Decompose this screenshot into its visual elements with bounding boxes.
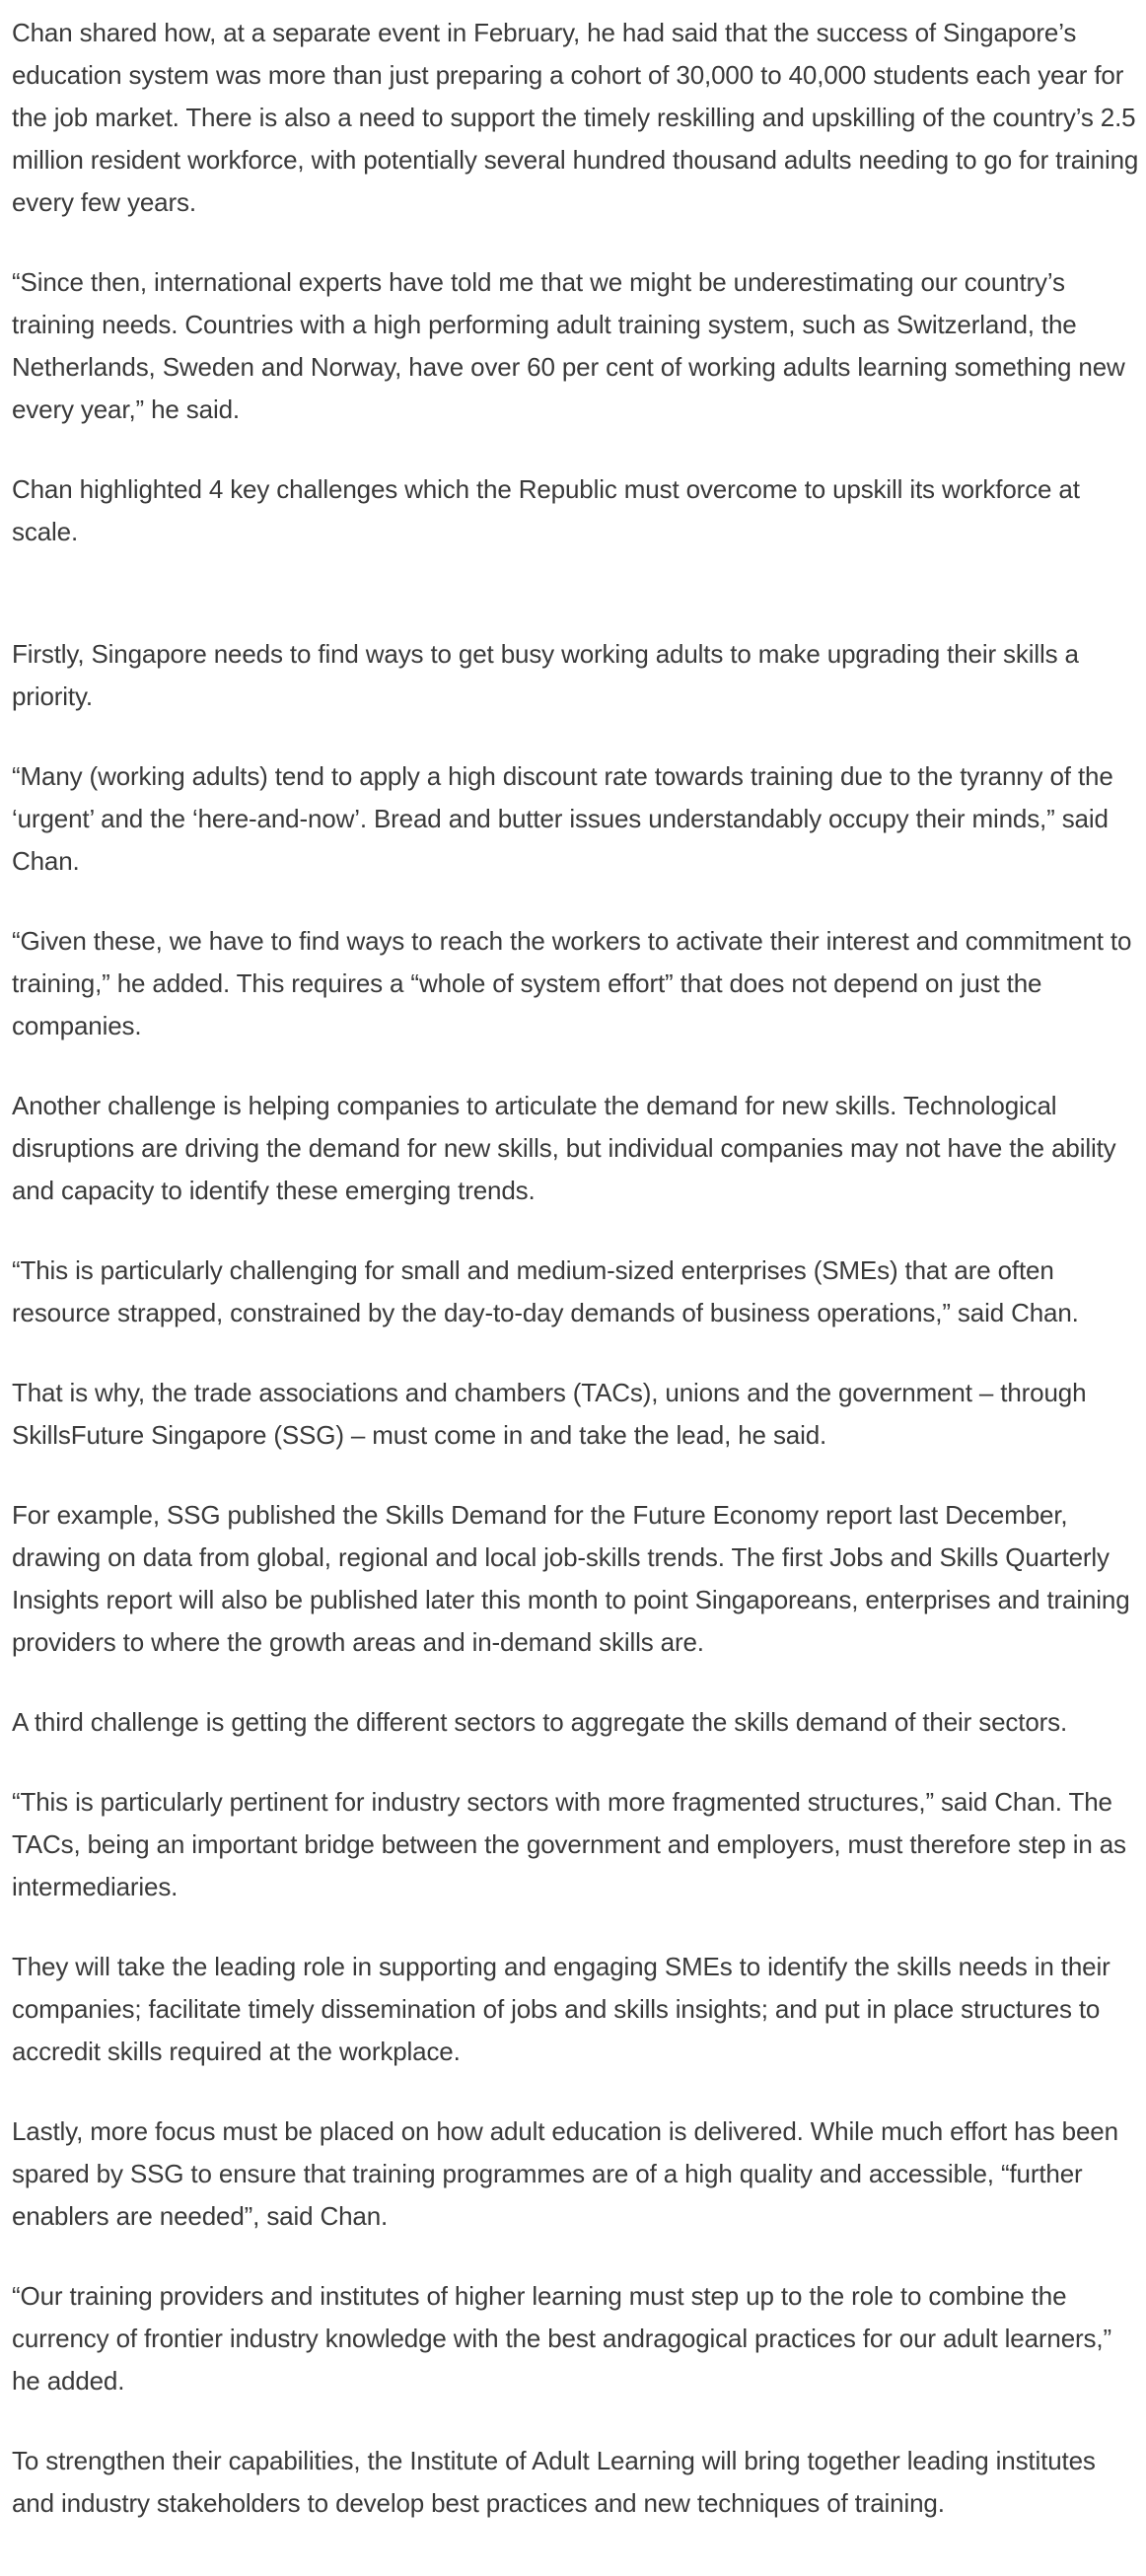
paragraph: Lastly, more focus must be placed on how adult education is delivered. While much effort has been spared by SSG to ensure that training programmes are of a high quality and accessible, “further enablers are needed”, said Chan. xyxy=(12,2116,1118,2231)
paragraph: “Since then, international experts have told me that we might be underestimating our country’s training needs. Countries with a high performing adult training system, such as Switzerland, the Netherlands, Sweden and Norway, have over 60 per cent of working adults learning something new every year,” he said. xyxy=(12,267,1125,424)
paragraph: “This is particularly challenging for small and medium-sized enterprises (SMEs) that are often resource strapped, constrained by the day-to-day demands of business operations,” said Chan. xyxy=(12,1255,1079,1327)
paragraph: They will take the leading role in supporting and engaging SMEs to identify the skills needs in their companies; facilitate timely dissemination of jobs and skills insights; and put in place structures to accredit skills required at the workplace. xyxy=(12,1952,1110,2066)
paragraph: “Given these, we have to find ways to reach the workers to activate their interest and commitment to training,” he added. This requires a “whole of system effort” that does not depend on just the companies. xyxy=(12,926,1132,1040)
paragraph: Another challenge is helping companies to articulate the demand for new skills. Technological disruptions are driving the demand for new skills, but individual companies may not have the ability and capacity to identify these emerging trends. xyxy=(12,1091,1116,1205)
paragraph: Chan shared how, at a separate event in February, he had said that the success of Singapore’s education system was more than just preparing a cohort of 30,000 to 40,000 students each year for the job market. There is also a need to support the timely reskilling and upskilling of the country’s 2.5 million resident workforce, with potentially several hundred thousand adults needing to go for training every few years. xyxy=(12,18,1139,217)
paragraph: “This is particularly pertinent for industry sectors with more fragmented structures,” said Chan. The TACs, being an important bridge between the government and employers, must therefore step in as intermediaries. xyxy=(12,1787,1126,1901)
paragraph: A third challenge is getting the different sectors to aggregate the skills demand of their sectors. xyxy=(12,1707,1068,1737)
paragraph: “Many (working adults) tend to apply a high discount rate towards training due to the tyranny of the ‘urgent’ and the ‘here-and-now’. Bread and butter issues understandably occupy their minds,” said Chan. xyxy=(12,761,1113,876)
paragraph: To strengthen their capabilities, the Institute of Adult Learning will bring together leading institutes and industry stakeholders to develop best practices and new techniques of training. xyxy=(12,2446,1096,2518)
paragraph: Chan highlighted 4 key challenges which the Republic must overcome to upskill its workforce at scale. xyxy=(12,474,1080,546)
paragraph: Firstly, Singapore needs to find ways to get busy working adults to make upgrading their skills a priority. xyxy=(12,639,1079,711)
paragraph: That is why, the trade associations and chambers (TACs), unions and the government – through SkillsFuture Singapore (SSG) – must come in and take the lead, he said. xyxy=(12,1378,1087,1450)
paragraph: For example, SSG published the Skills Demand for the Future Economy report last December, drawing on data from global, regional and local job-skills trends. The first Jobs and Skills Quarterly Insights report will also be published later this month to point Singaporeans, enterprises and training providers to where the growth areas and in-demand skills are. xyxy=(12,1500,1130,1657)
paragraph: “Our training providers and institutes of higher learning must step up to the role to combine the currency of frontier industry knowledge with the best andragogical practices for our adult learners,” he added. xyxy=(12,2281,1111,2396)
article-body xyxy=(12,12,1142,2562)
